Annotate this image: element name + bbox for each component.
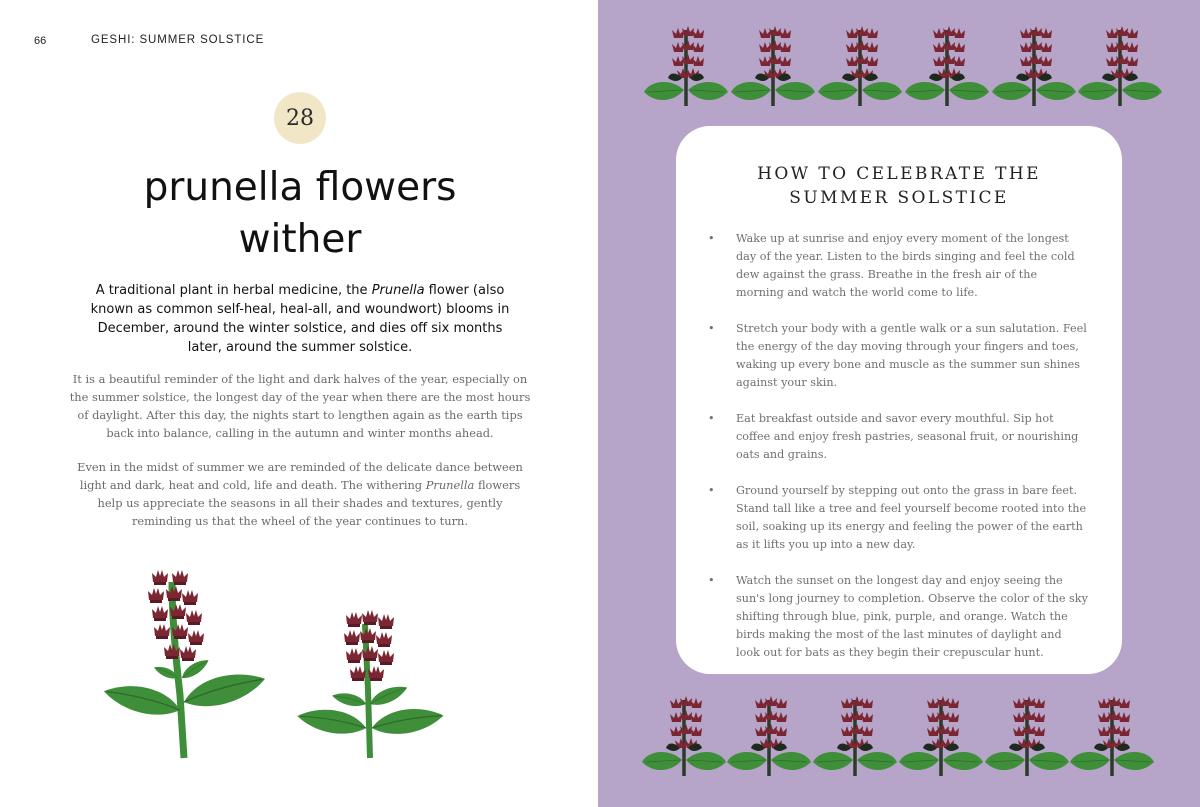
intro-text-b: flower (also known as common self-heal, heal-all, and woundwort) blooms in December, around the winter solstice, and dies off six months later, around the summer solstice. [90,283,510,355]
page-number: 66 [34,35,47,47]
bullet-icon: • [708,322,715,335]
tips-list [708,230,1088,680]
bullet-icon: • [708,232,715,245]
bottom-flower-row [642,696,1154,776]
title-line-2: wither [238,217,362,262]
card-title-line-1: HOW TO CELEBRATE THE [757,164,1041,184]
intro-italic: Prunella [371,283,425,298]
p2-italic: Prunella [425,478,475,492]
top-flower-row [644,26,1162,106]
list-item [708,572,1088,662]
list-item [708,230,1088,302]
p2-text-a: Even in the midst of summer we are reminded of the delicate dance between light and dark, heat and cold, life and death. The withering [77,460,523,492]
bullet-icon: • [708,574,715,587]
title-line-1: prunella flowers [143,165,457,210]
card-title [676,162,1122,210]
card-title-line-2: SUMMER SOLSTICE [789,188,1009,208]
body-paragraph-2 [68,458,532,530]
intro-text-a: A traditional plant in herbal medicine, the [95,283,372,298]
entry-number: 28 [286,105,314,131]
tip-text: Eat breakfast outside and savor every mouthful. Sip hot coffee and enjoy fresh pastries, seasonal fruit, or nourishing oats and grains. [736,412,1079,461]
bullet-icon: • [708,484,715,497]
intro-paragraph [90,281,510,357]
tip-text: Stretch your body with a gentle walk or a sun salutation. Feel the energy of the day moving through your fingers and toes, waking up every bone and muscle as the summer sun shines against your skin. [736,322,1087,389]
prunella-illustration [100,560,460,760]
entry-number-badge [274,92,326,144]
running-head: GESHI: SUMMER SOLSTICE [91,34,265,46]
tip-text: Wake up at sunrise and enjoy every moment of the longest day of the year. Listen to the birds singing and feel the cold dew against the grass. Breathe in the fresh air of the morning and watch the world come to life. [736,232,1075,299]
celebration-card [676,126,1122,674]
tip-text: Ground yourself by stepping out onto the grass in bare feet. Stand tall like a tree and feel yourself become rooted into the soil, soaking up its energy and feeling the power of the earth as it lifts you up into a new day. [736,484,1087,551]
list-item [708,410,1088,464]
small-prunella-plant [296,610,445,758]
bullet-icon: • [708,412,715,425]
tip-text: Watch the sunset on the longest day and enjoy seeing the sun's long journey to completion. Observe the color of the sky shifting through blue, pink, purple, and orange. Watch the birds making the most of the last minutes of daylight and look out for bats as they begin their crepuscular hunt. [736,574,1088,659]
large-prunella-plant [101,570,268,758]
left-page [0,0,598,807]
list-item [708,482,1088,554]
body-paragraph-1: It is a beautiful reminder of the light and dark halves of the year, especially on the summer solstice, the longest day of the year when there are the most hours of daylight. After this day, the nights start to lengthen again as the earth tips back into balance, calling in the autumn and winter months ahead. [69,372,531,440]
page-title [60,162,540,266]
list-item [708,320,1088,392]
p2-text-b: flowers help us appreciate the seasons in all their shades and textures, gently reminding us that the wheel of the year continues to turn. [97,478,521,528]
